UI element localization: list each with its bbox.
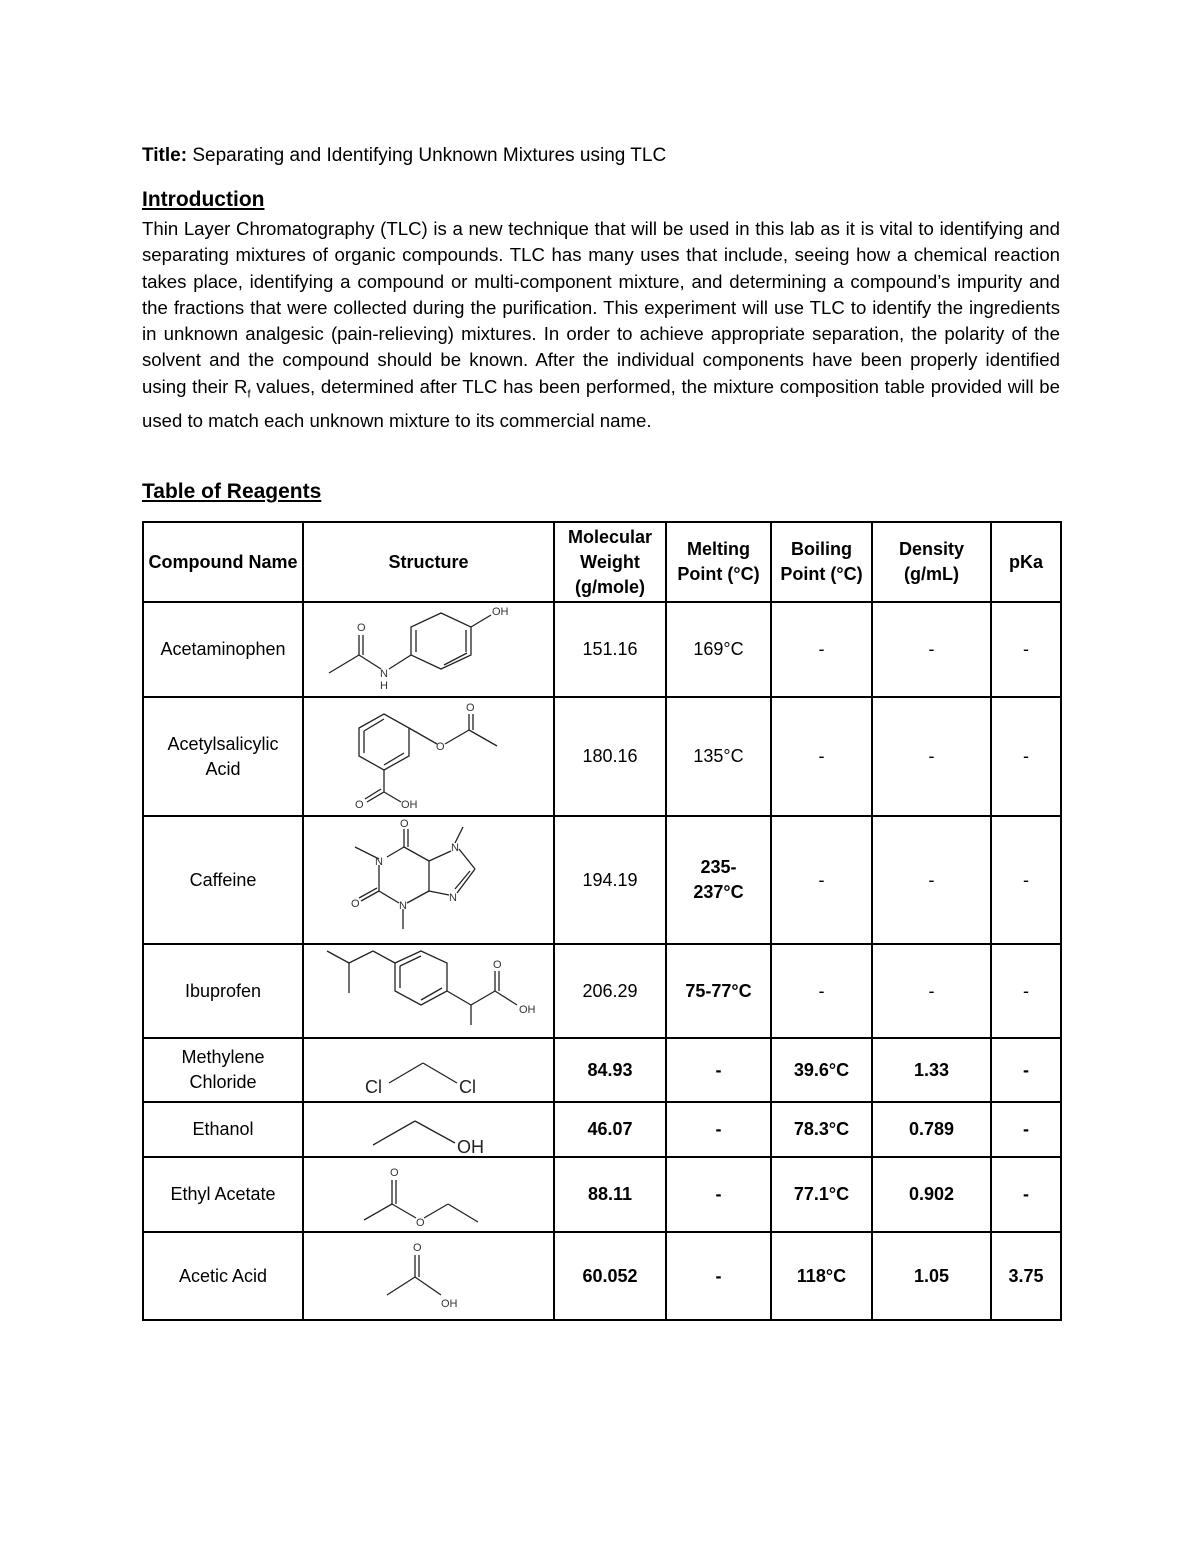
molecular-weight-cell: 151.16 bbox=[554, 602, 666, 697]
melting-point-cell: - bbox=[666, 1232, 771, 1320]
boiling-point-cell: 39.6°C bbox=[771, 1038, 872, 1102]
header-melting-point: Melting Point (°C) bbox=[666, 522, 771, 602]
table-row bbox=[143, 1102, 1061, 1157]
structure-cell bbox=[303, 697, 554, 816]
table-row bbox=[143, 697, 1061, 816]
structure-cell bbox=[303, 1102, 554, 1157]
table-row bbox=[143, 1232, 1061, 1320]
density-cell: - bbox=[872, 697, 991, 816]
table-row bbox=[143, 602, 1061, 697]
caffeine-nitrogen-7-label: N bbox=[450, 842, 459, 854]
molecular-weight-cell: 60.052 bbox=[554, 1232, 666, 1320]
acid-oxygen-label: O bbox=[354, 798, 364, 811]
table-row bbox=[143, 1038, 1061, 1102]
introduction-heading: Introduction bbox=[142, 188, 265, 211]
structure-cell bbox=[303, 602, 554, 697]
intro-text-part-2: values, determined after TLC has been performed, the mixture composition table provided will be used to match each unknown mixture to its commercial name. bbox=[142, 375, 1060, 431]
intro-text-part-1: Thin Layer Chromatography (TLC) is a new technique that will be used in this lab as it is vital to identifying and separating mixtures of organic compounds. TLC has many uses that include, seeing how a chemical reaction takes place, identifying a compound or multi-component mixture, and determining a compound’s impurity and the fractions that were collected during the purification. This experiment will use TLC to identify the ingredients in unknown analgesic (pain-relieving) mixtures. In order to achieve appropriate separation, the polarity of the solvent and the compound should be known. After the individual components have been properly identified using their R bbox=[142, 218, 1060, 397]
table-row bbox=[143, 944, 1061, 1038]
melting-point-cell: - bbox=[666, 1102, 771, 1157]
density-cell: - bbox=[872, 944, 991, 1038]
boiling-point-cell: - bbox=[771, 602, 872, 697]
melting-point-cell: - bbox=[666, 1157, 771, 1232]
pka-cell: - bbox=[991, 1102, 1061, 1157]
ibuprofen-hydroxyl-label: OH bbox=[518, 1004, 535, 1016]
rf-subscript: f bbox=[247, 388, 251, 401]
density-cell: 1.05 bbox=[872, 1232, 991, 1320]
ibuprofen-structure bbox=[309, 947, 549, 1035]
molecular-weight-cell: 206.29 bbox=[554, 944, 666, 1038]
table-row bbox=[143, 816, 1061, 944]
caffeine-oxygen-bottom-label: O bbox=[350, 898, 360, 910]
ethyl-acetate-ester-label: O bbox=[415, 1216, 425, 1229]
boiling-point-cell: - bbox=[771, 816, 872, 944]
header-boiling-point: Boiling Point (°C) bbox=[771, 522, 872, 602]
acetic-acid-hydroxyl-label: OH bbox=[440, 1298, 457, 1310]
acid-hydroxyl-label: OH bbox=[400, 798, 417, 811]
document-title bbox=[142, 145, 666, 167]
header-pka: pKa bbox=[991, 522, 1061, 602]
boiling-point-cell: 118°C bbox=[771, 1232, 872, 1320]
chlorine-left-label: Cl bbox=[364, 1077, 382, 1097]
title-text: Separating and Identifying Unknown Mixtures using TLC bbox=[192, 145, 667, 166]
compound-name-cell: Ibuprofen bbox=[143, 944, 303, 1038]
compound-name-cell: Acetaminophen bbox=[143, 602, 303, 697]
hydrogen-label: H bbox=[379, 679, 388, 692]
density-cell: 0.789 bbox=[872, 1102, 991, 1157]
table-row bbox=[143, 1157, 1061, 1232]
acetaminophen-structure bbox=[319, 605, 539, 695]
pka-cell: - bbox=[991, 697, 1061, 816]
caffeine-structure bbox=[329, 819, 529, 941]
boiling-point-cell: - bbox=[771, 697, 872, 816]
pka-cell: - bbox=[991, 602, 1061, 697]
oxygen-label: O bbox=[356, 621, 366, 634]
ethanol-hydroxyl-label: OH bbox=[456, 1136, 484, 1155]
reagents-table bbox=[142, 521, 1062, 1321]
pka-cell: - bbox=[991, 1038, 1061, 1102]
molecular-weight-cell: 194.19 bbox=[554, 816, 666, 944]
structure-cell bbox=[303, 1038, 554, 1102]
pka-cell: - bbox=[991, 816, 1061, 944]
pka-cell: - bbox=[991, 1157, 1061, 1232]
pka-cell: - bbox=[991, 944, 1061, 1038]
methylene-chloride-structure bbox=[359, 1041, 499, 1099]
melting-point-cell: 135°C bbox=[666, 697, 771, 816]
molecular-weight-cell: 46.07 bbox=[554, 1102, 666, 1157]
structure-cell bbox=[303, 816, 554, 944]
header-density: Density (g/mL) bbox=[872, 522, 991, 602]
compound-name-cell: Methylene Chloride bbox=[143, 1038, 303, 1102]
chlorine-right-label: Cl bbox=[458, 1077, 476, 1097]
ethyl-acetate-carbonyl-label: O bbox=[389, 1166, 399, 1179]
melting-point-cell: 235-237°C bbox=[666, 816, 771, 944]
density-cell: 1.33 bbox=[872, 1038, 991, 1102]
structure-cell bbox=[303, 944, 554, 1038]
density-cell: - bbox=[872, 602, 991, 697]
carbonyl-oxygen-label: O bbox=[465, 701, 475, 714]
molecular-weight-cell: 88.11 bbox=[554, 1157, 666, 1232]
caffeine-nitrogen-1-label: N bbox=[374, 856, 383, 868]
ethanol-structure bbox=[359, 1105, 499, 1155]
ethyl-acetate-structure bbox=[354, 1160, 504, 1230]
boiling-point-cell: 78.3°C bbox=[771, 1102, 872, 1157]
density-cell: - bbox=[872, 816, 991, 944]
compound-name-cell: Ethyl Acetate bbox=[143, 1157, 303, 1232]
boiling-point-cell: - bbox=[771, 944, 872, 1038]
reagents-table-heading: Table of Reagents bbox=[142, 480, 322, 503]
acetic-acid-oxygen-label: O bbox=[412, 1242, 422, 1254]
header-compound-name: Compound Name bbox=[143, 522, 303, 602]
molecular-weight-cell: 180.16 bbox=[554, 697, 666, 816]
pka-cell: 3.75 bbox=[991, 1232, 1061, 1320]
acetic-acid-structure bbox=[369, 1235, 489, 1317]
melting-point-cell: - bbox=[666, 1038, 771, 1102]
compound-name-cell: Acetylsalicylic Acid bbox=[143, 697, 303, 816]
structure-cell bbox=[303, 1232, 554, 1320]
caffeine-oxygen-top-label: O bbox=[399, 819, 409, 830]
structure-cell bbox=[303, 1157, 554, 1232]
ibuprofen-oxygen-label: O bbox=[492, 959, 502, 971]
density-cell: 0.902 bbox=[872, 1157, 991, 1232]
compound-name-cell: Caffeine bbox=[143, 816, 303, 944]
table-header-row bbox=[143, 522, 1061, 602]
nitrogen-label: N bbox=[379, 667, 388, 680]
boiling-point-cell: 77.1°C bbox=[771, 1157, 872, 1232]
caffeine-nitrogen-9-label: N bbox=[448, 892, 457, 904]
header-structure: Structure bbox=[303, 522, 554, 602]
compound-name-cell: Acetic Acid bbox=[143, 1232, 303, 1320]
title-label: Title: bbox=[142, 145, 188, 166]
melting-point-cell: 169°C bbox=[666, 602, 771, 697]
molecular-weight-cell: 84.93 bbox=[554, 1038, 666, 1102]
ester-oxygen-label: O bbox=[435, 740, 445, 753]
caffeine-nitrogen-3-label: N bbox=[398, 900, 407, 912]
melting-point-cell: 75-77°C bbox=[666, 944, 771, 1038]
header-molecular-weight: Molecular Weight (g/mole) bbox=[554, 522, 666, 602]
compound-name-cell: Ethanol bbox=[143, 1102, 303, 1157]
acetylsalicylic-acid-structure bbox=[329, 700, 529, 814]
introduction-paragraph bbox=[142, 216, 1060, 434]
hydroxyl-label: OH bbox=[491, 605, 508, 618]
